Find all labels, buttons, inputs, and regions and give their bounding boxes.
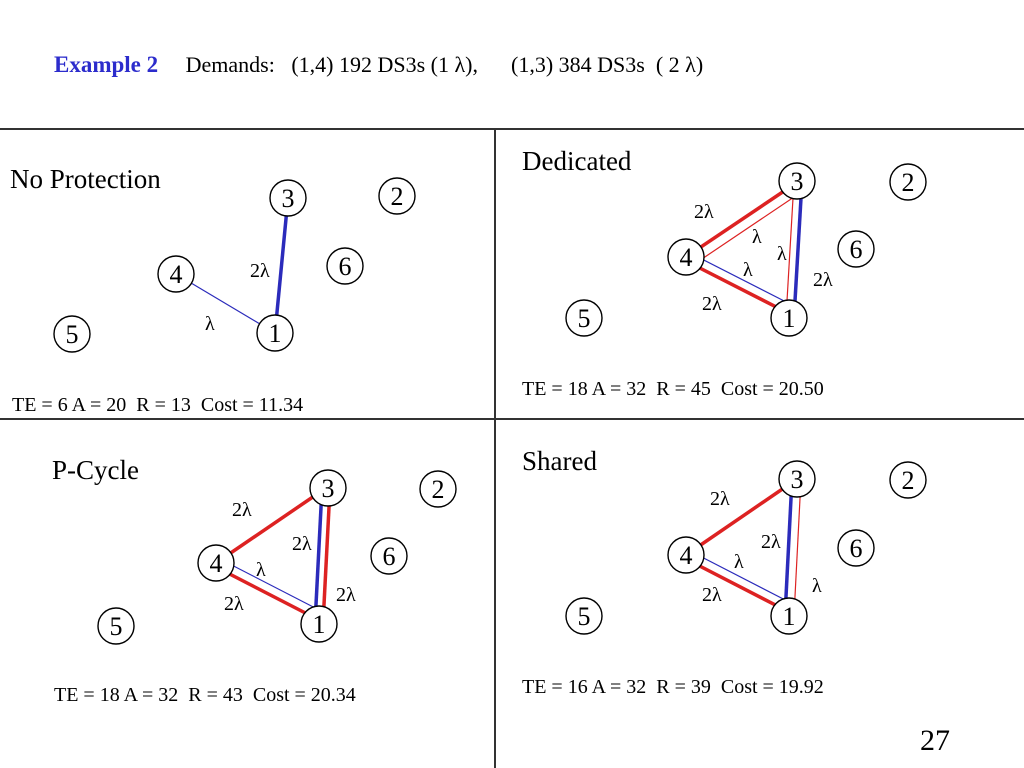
node-5 xyxy=(98,608,134,644)
node-label: 3 xyxy=(790,167,804,196)
edge-1-3-a xyxy=(785,479,792,616)
node-6 xyxy=(327,248,363,284)
node-label: 3 xyxy=(321,474,335,503)
edge-1-3-b xyxy=(794,479,801,616)
node-6 xyxy=(838,530,874,566)
diagram-no-protection xyxy=(54,178,415,352)
node-2 xyxy=(379,178,415,214)
edge-label: λ xyxy=(205,313,215,335)
node-label: 5 xyxy=(65,320,79,349)
node-label: 3 xyxy=(790,465,804,494)
node-label: 2 xyxy=(431,475,445,504)
node-label: 1 xyxy=(782,602,796,631)
metrics-dedicated: TE = 18 A = 32 R = 45 Cost = 20.50 xyxy=(522,378,824,400)
node-label: 2 xyxy=(390,182,404,211)
demands-text: Demands: (1,4) 192 DS3s (1 λ), (1,3) 384 DS3s ( 2 λ) xyxy=(185,52,704,77)
node-4 xyxy=(668,537,704,573)
panel-title-shared: Shared xyxy=(522,446,597,476)
edge-label: 2λ xyxy=(702,293,722,315)
node-2 xyxy=(890,462,926,498)
edge-label: 2λ xyxy=(710,488,730,510)
node-label: 6 xyxy=(849,235,863,264)
node-label: 3 xyxy=(281,184,295,213)
node-3 xyxy=(779,163,815,199)
node-5 xyxy=(54,316,90,352)
page-number: 27 xyxy=(920,724,950,757)
edge-label: λ xyxy=(752,226,762,248)
panel-title-no-protection: No Protection xyxy=(10,164,161,194)
metrics-no-protection: TE = 6 A = 20 R = 13 Cost = 11.34 xyxy=(12,394,304,416)
node-6 xyxy=(371,538,407,574)
example-label: Example 2 xyxy=(54,52,159,77)
node-1 xyxy=(301,606,337,642)
edge-1-3-b xyxy=(794,181,802,318)
node-label: 2 xyxy=(901,168,915,197)
edge-label: 2λ xyxy=(232,499,252,521)
node-2 xyxy=(890,164,926,200)
edge-label: λ xyxy=(812,575,822,597)
edge-label: 2λ xyxy=(694,201,714,223)
node-label: 1 xyxy=(782,304,796,333)
diagram-dedicated xyxy=(566,163,926,336)
diagram-p-cycle xyxy=(98,470,456,644)
node-label: 5 xyxy=(577,304,591,333)
metrics-shared: TE = 16 A = 32 R = 39 Cost = 19.92 xyxy=(522,676,824,698)
edge-label: 2λ xyxy=(336,584,356,606)
edge-label: λ xyxy=(777,243,787,265)
edge-1-3 xyxy=(275,198,288,333)
node-label: 4 xyxy=(679,541,693,570)
node-label: 2 xyxy=(901,466,915,495)
edge-label: λ xyxy=(734,551,744,573)
node-label: 6 xyxy=(382,542,396,571)
node-6 xyxy=(838,231,874,267)
edge-label: 2λ xyxy=(702,584,722,606)
edge-label: 2λ xyxy=(224,593,244,615)
edge-1-3-a xyxy=(315,488,322,624)
diagram-shared xyxy=(566,461,926,634)
node-1 xyxy=(771,300,807,336)
node-label: 5 xyxy=(577,602,591,631)
node-label: 4 xyxy=(209,549,223,578)
node-label: 6 xyxy=(849,534,863,563)
node-3 xyxy=(779,461,815,497)
node-5 xyxy=(566,300,602,336)
node-1 xyxy=(771,598,807,634)
node-2 xyxy=(420,471,456,507)
node-4 xyxy=(668,239,704,275)
node-label: 5 xyxy=(109,612,123,641)
panel-title-p-cycle: P-Cycle xyxy=(52,455,139,485)
edge-label: 2λ xyxy=(250,260,270,282)
edge-label: λ xyxy=(743,259,753,281)
edge-1-3-b xyxy=(323,488,330,624)
edge-label: 2λ xyxy=(761,531,781,553)
node-label: 1 xyxy=(312,610,326,639)
edge-label: 2λ xyxy=(813,269,833,291)
node-label: 6 xyxy=(338,252,352,281)
node-3 xyxy=(270,180,306,216)
node-5 xyxy=(566,598,602,634)
node-label: 1 xyxy=(268,319,282,348)
node-4 xyxy=(158,256,194,292)
node-label: 4 xyxy=(169,260,183,289)
node-3 xyxy=(310,470,346,506)
node-label: 4 xyxy=(679,243,693,272)
node-1 xyxy=(257,315,293,351)
node-4 xyxy=(198,545,234,581)
edge-label: 2λ xyxy=(292,533,312,555)
edge-label: λ xyxy=(256,559,266,581)
metrics-p-cycle: TE = 18 A = 32 R = 43 Cost = 20.34 xyxy=(54,684,356,706)
panel-title-dedicated: Dedicated xyxy=(522,146,632,176)
